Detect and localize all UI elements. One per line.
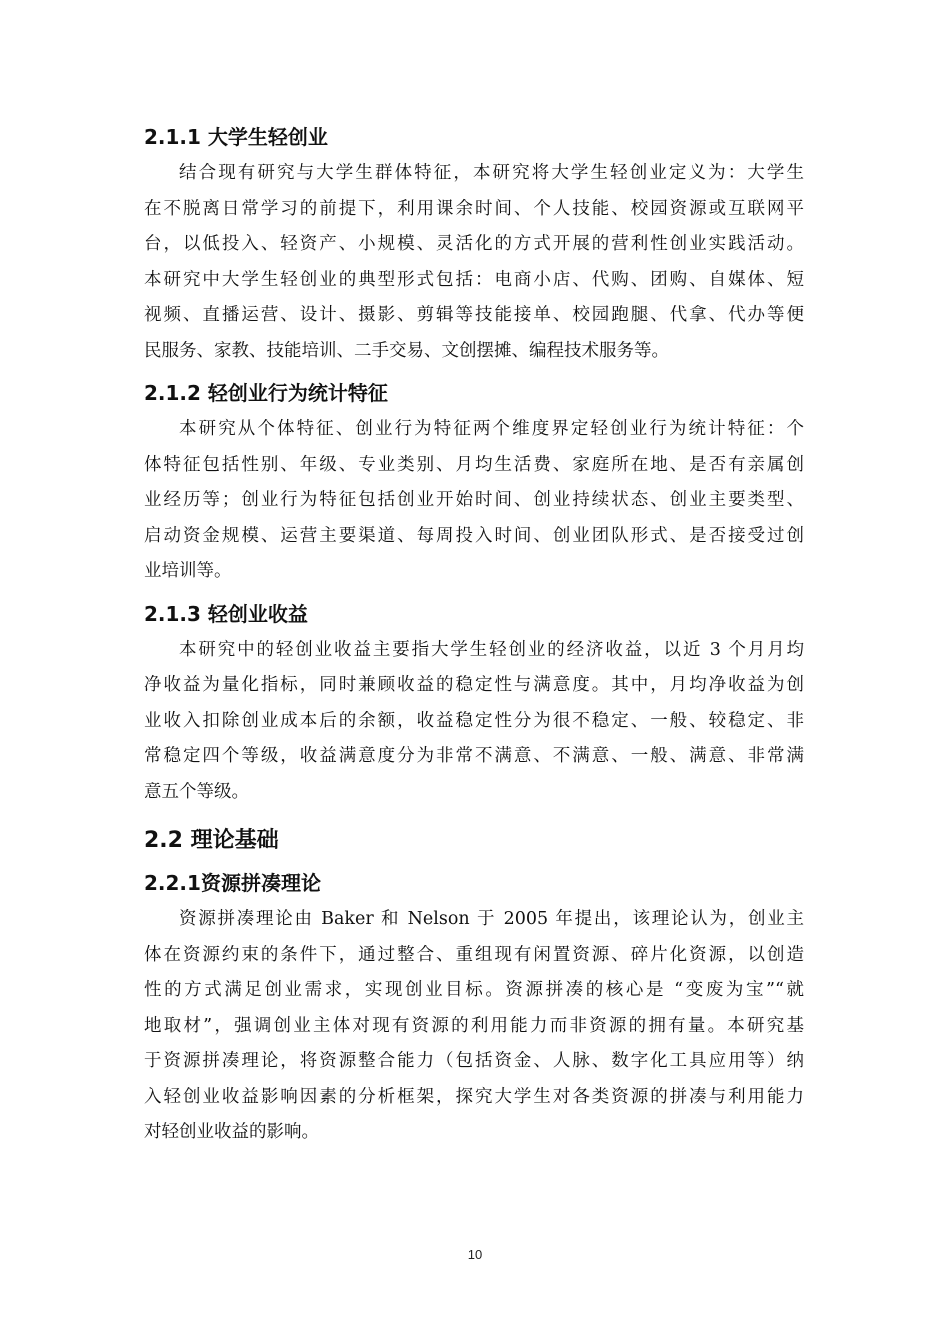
paragraph-2-1-1	[144, 156, 804, 369]
paragraph-line: 业经历等；创业行为特征包括创业开始时间、创业持续状态、创业主要类型、	[144, 490, 804, 510]
paragraph-line: 入轻创业收益影响因素的分析框架，探究大学生对各类资源的拼凑与利用能力	[144, 1086, 804, 1107]
paragraph-line: 本研究从个体特征、创业行为特征两个维度界定轻创业行为统计特征：个	[179, 419, 804, 439]
paragraph-line: 台，以低投入、轻资产、小规模、灵活化的方式开展的营利性创业实践活动。	[144, 234, 804, 254]
paragraph-2-1-2	[144, 412, 804, 590]
paragraph-line: 于资源拼凑理论，将资源整合能力（包括资金、人脉、数字化工具应用等）纳	[144, 1051, 804, 1071]
page-content	[144, 122, 804, 1151]
paragraph-line: 民服务、家教、技能培训、二手交易、文创摆摊、编程技术服务等。	[144, 340, 669, 361]
paragraph-line: 视频、直播运营、设计、摄影、剪辑等技能接单、校园跑腿、代拿、代办等便	[144, 305, 804, 325]
paragraph-line: 对轻创业收益的影响。	[144, 1122, 319, 1142]
paragraph-line: 启动资金规模、运营主要渠道、每周投入时间、创业团队形式、是否接受过创	[144, 525, 804, 546]
section-heading-2-1-1: 2.1.1 大学生轻创业	[144, 125, 328, 149]
section-heading-2-1-2: 2.1.2 轻创业行为统计特征	[144, 381, 388, 405]
paragraph-line: 本研究中大学生轻创业的典型形式包括：电商小店、代购、团购、自媒体、短	[144, 269, 804, 290]
paragraph-line: 性的方式满足创业需求，实现创业目标。资源拼凑的核心是 “变废为宝”“就	[144, 980, 804, 1000]
paragraph-line: 在不脱离日常学习的前提下，利用课余时间、个人技能、校园资源或互联网平	[144, 198, 804, 219]
paragraph-line: 意五个等级。	[144, 781, 249, 802]
paragraph-2-1-3	[144, 633, 804, 811]
paragraph-line: 地取材”，强调创业主体对现有资源的利用能力而非资源的拥有量。本研究基	[144, 1015, 804, 1036]
paragraph-line: 资源拼凑理论由 Baker 和 Nelson 于 2005 年提出，该理论认为，创业主	[179, 909, 804, 929]
paragraph-line: 本研究中的轻创业收益主要指大学生轻创业的经济收益，以近 3 个月月均	[179, 639, 804, 660]
section-heading-2-2-1: 2.2.1资源拼凑理论	[144, 871, 321, 895]
paragraph-2-2-1	[144, 902, 804, 1151]
paragraph-line: 体特征包括性别、年级、专业类别、月均生活费、家庭所在地、是否有亲属创	[144, 454, 804, 475]
paragraph-line: 业培训等。	[144, 561, 232, 581]
paragraph-line: 净收益为量化指标，同时兼顾收益的稳定性与满意度。其中，月均净收益为创	[144, 675, 804, 695]
paragraph-line: 常稳定四个等级，收益满意度分为非常不满意、不满意、一般、满意、非常满	[144, 746, 804, 766]
chapter-heading-2-2: 2.2 理论基础	[144, 828, 279, 853]
section-heading-2-1-3: 2.1.3 轻创业收益	[144, 601, 308, 626]
page-number: 10	[467, 1247, 483, 1262]
paragraph-line: 业收入扣除创业成本后的余额，收益稳定性分为很不稳定、一般、较稳定、非	[144, 710, 804, 731]
paragraph-line: 体在资源约束的条件下，通过整合、重组现有闲置资源、碎片化资源，以创造	[144, 944, 804, 965]
paragraph-line: 结合现有研究与大学生群体特征，本研究将大学生轻创业定义为：大学生	[179, 163, 804, 183]
